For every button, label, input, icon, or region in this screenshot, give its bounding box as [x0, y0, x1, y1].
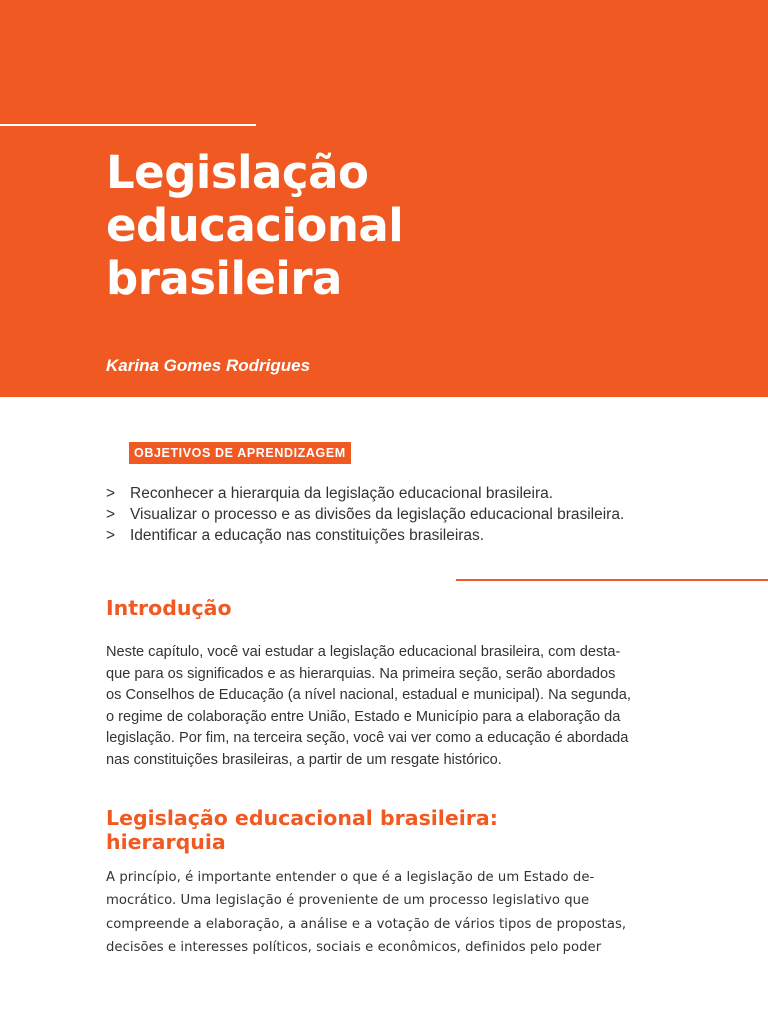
- introduction-paragraph: [106, 642, 646, 772]
- text-line: que para os significados e as hierarquias. Na primeira seção, serão abordados: [106, 665, 616, 682]
- text-line: Neste capítulo, você vai estudar a legislação educacional brasileira, com desta-: [106, 644, 621, 660]
- text-line: os Conselhos de Educação (a nível nacional, estadual e municipal). Na segunda,: [106, 687, 631, 704]
- list-item: [106, 504, 624, 525]
- chapter-banner: [0, 0, 768, 397]
- introduction-heading: Introdução: [106, 596, 232, 620]
- heading-line: hierarquia: [106, 830, 226, 854]
- text-line: legislação. Por fim, na terceira seção, você vai ver como a educação é abordada: [106, 730, 629, 747]
- objective-text: Identificar a educação nas constituições brasileiras.: [130, 527, 485, 544]
- author-name: Karina Gomes Rodrigues: [106, 356, 311, 375]
- heading-line: Legislação educacional brasileira:: [106, 806, 498, 830]
- hierarchy-heading: [106, 806, 498, 854]
- chevron-right-icon: >: [106, 527, 116, 544]
- banner-divider: [0, 124, 256, 126]
- objectives-list: [106, 483, 624, 546]
- objectives-label: OBJETIVOS DE APRENDIZAGEM: [129, 442, 351, 464]
- chevron-right-icon: >: [106, 485, 116, 502]
- text-line: mocrático. Uma legislação é proveniente de um processo legislativo que: [106, 893, 590, 909]
- text-line: o regime de colaboração entre União, Estado e Município para a elaboração da: [106, 708, 621, 725]
- chapter-title: [106, 146, 706, 305]
- text-line: compreende a elaboração, a análise e a votação de vários tipos de propostas,: [106, 916, 627, 932]
- text-line: nas constituições brasileiras, a partir de um resgate histórico.: [106, 751, 502, 768]
- objective-text: Visualizar o processo e as divisões da legislação educacional brasileira.: [130, 506, 625, 523]
- text-line: decisões e interesses políticos, sociais e econômicos, definidos pelo poder: [106, 939, 602, 955]
- list-item: [106, 525, 624, 546]
- chapter-title-line: Legislação: [106, 146, 369, 199]
- text-line: A princípio, é importante entender o que é a legislação de um Estado de-: [106, 870, 595, 885]
- chevron-right-icon: >: [106, 506, 116, 523]
- section-divider: [456, 579, 768, 581]
- chapter-title-line: educacional: [106, 199, 404, 252]
- hierarchy-paragraph: [106, 866, 646, 959]
- list-item: [106, 483, 624, 504]
- chapter-title-line: brasileira: [106, 252, 342, 305]
- objective-text: Reconhecer a hierarquia da legislação educacional brasileira.: [130, 485, 554, 502]
